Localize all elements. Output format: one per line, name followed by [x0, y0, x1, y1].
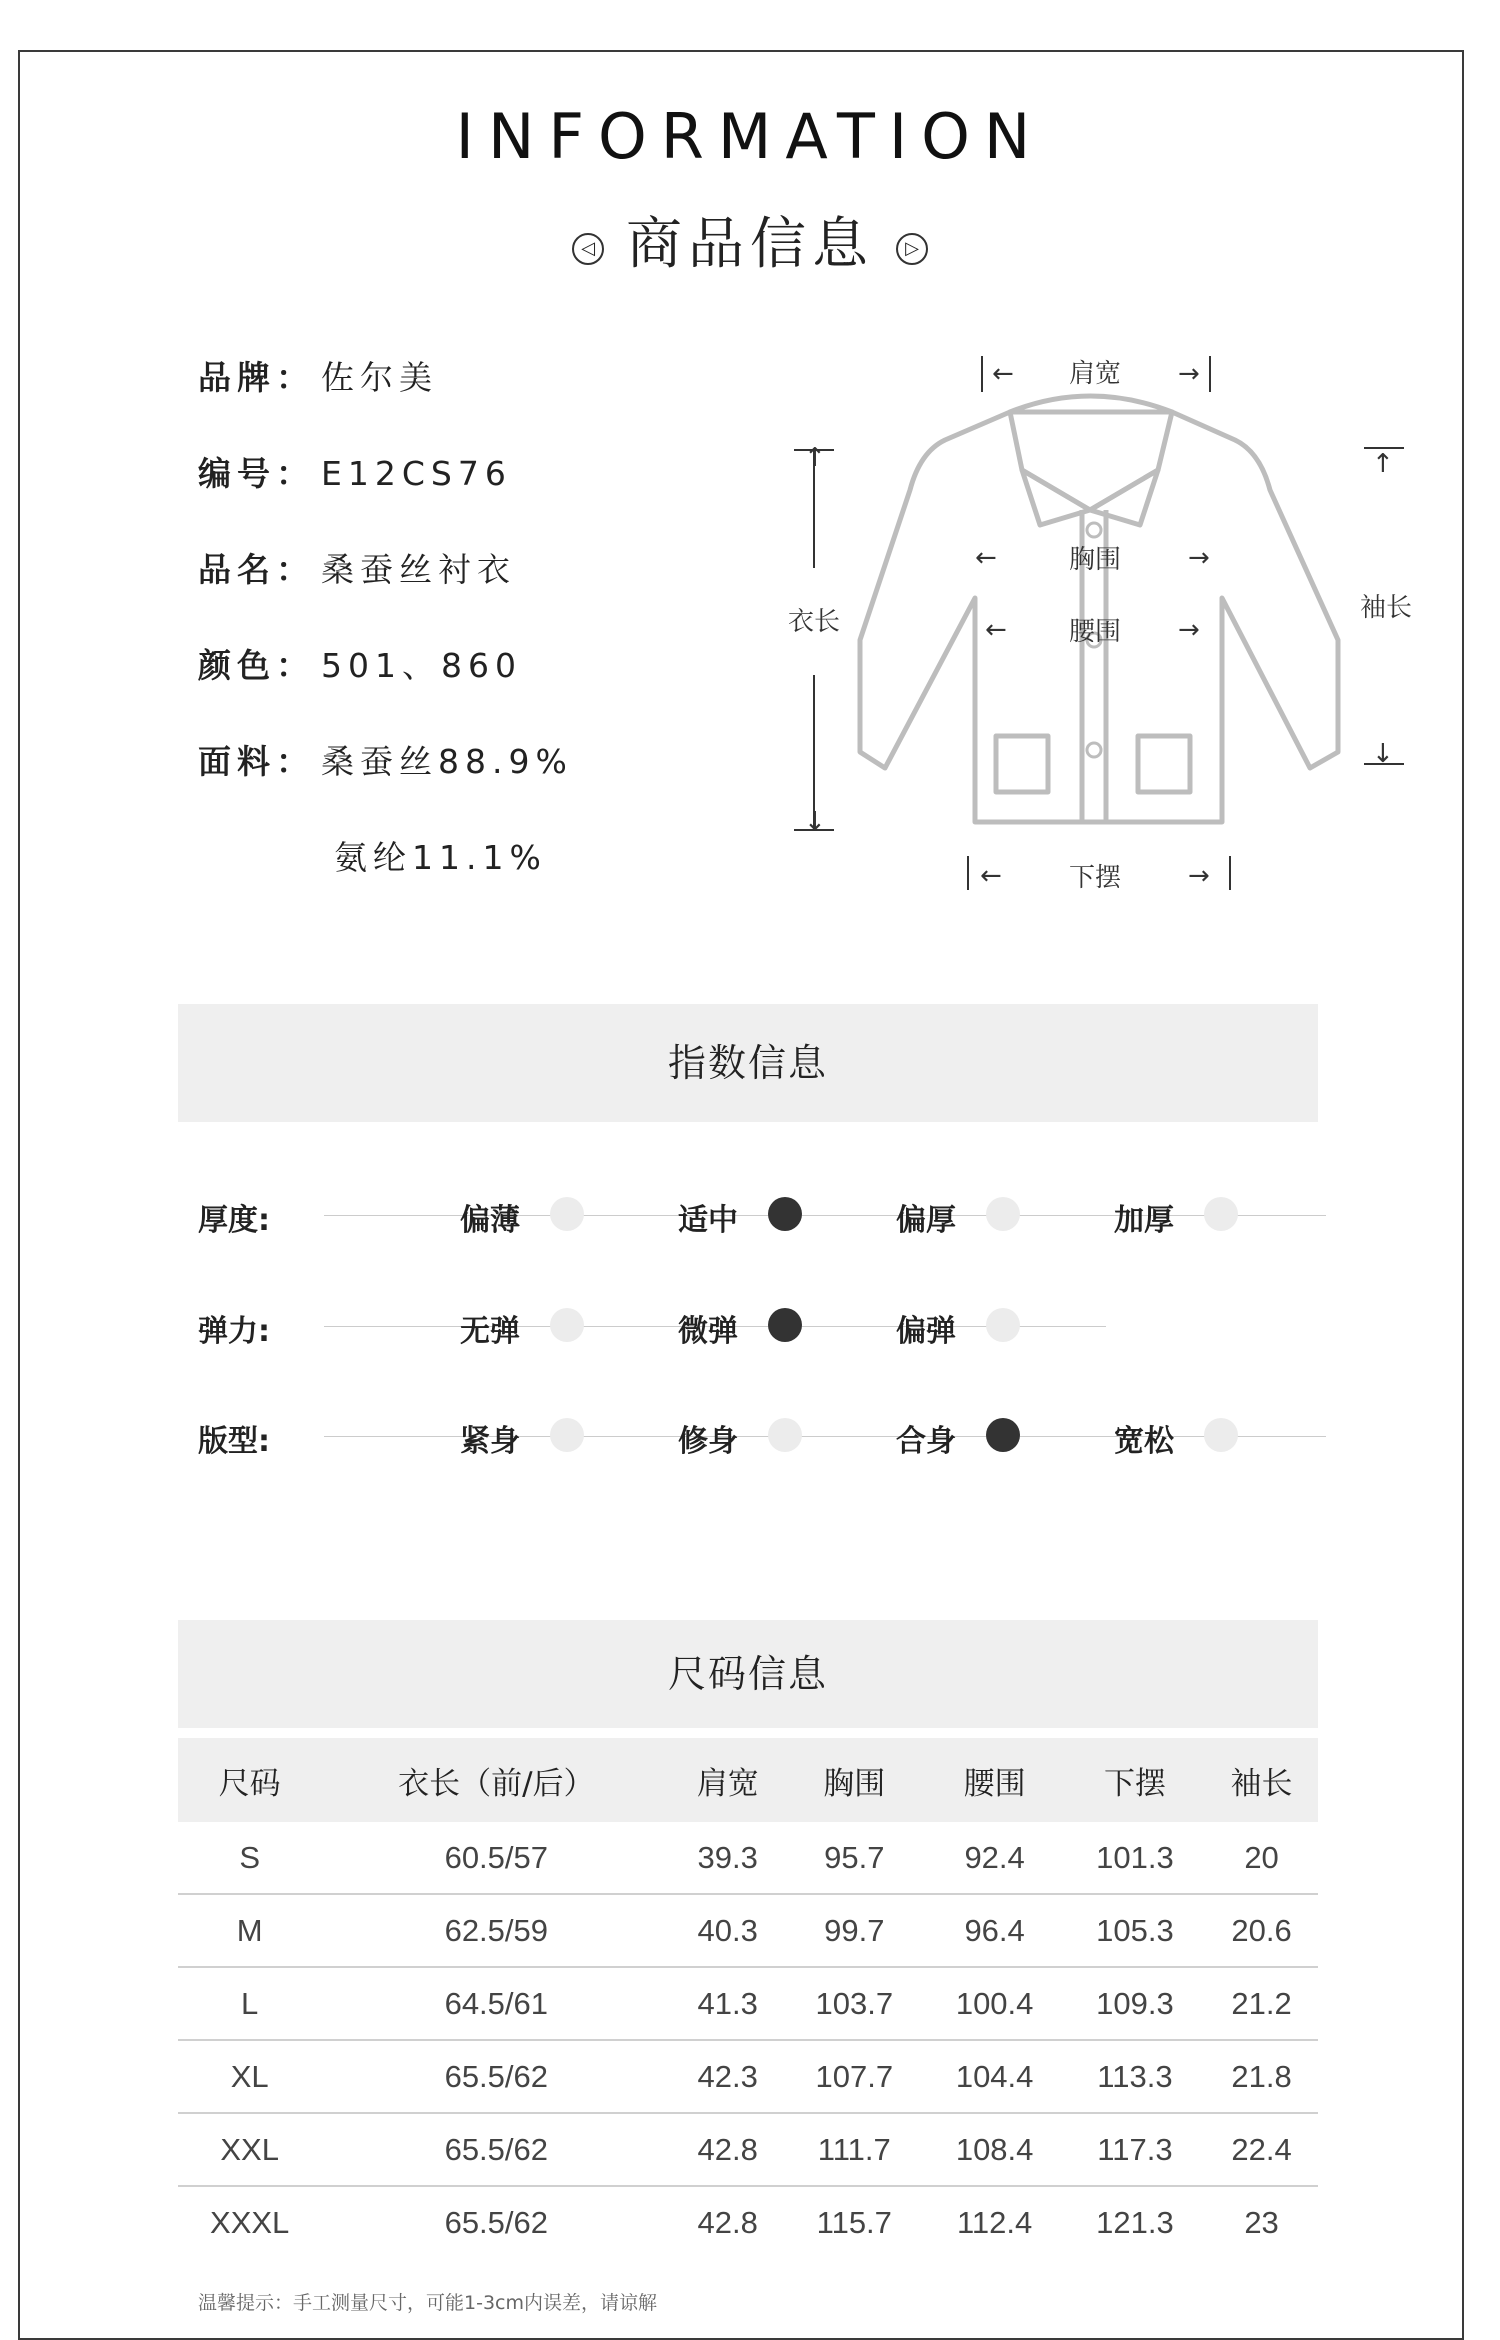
cell: 60.5/57 — [321, 1822, 671, 1894]
cell: 121.3 — [1096, 2204, 1174, 2240]
option-label: 紧身 — [460, 1424, 520, 1459]
option-dot — [550, 1197, 584, 1231]
info-fabric — [198, 736, 573, 783]
info-value: 桑蚕丝88.9% — [321, 742, 573, 781]
size-table-header — [178, 1738, 1318, 1822]
cell: 112.4 — [956, 2204, 1033, 2240]
cell: 100.4 — [924, 1967, 1064, 2040]
info-key: 编号： — [198, 454, 315, 493]
cell: 65.5/62 — [321, 2040, 671, 2113]
right-arrow-icon: ▷ — [896, 233, 928, 265]
option-dot — [768, 1418, 802, 1452]
option-dot — [986, 1197, 1020, 1231]
arrow-left-icon: ← — [985, 615, 1007, 645]
option-dot — [550, 1418, 584, 1452]
col-header: 胸围 — [784, 1738, 924, 1822]
option-label: 偏薄 — [460, 1203, 520, 1238]
option-dot — [1204, 1197, 1238, 1231]
info-key: 品名： — [198, 550, 315, 589]
table-row — [178, 1967, 1318, 2040]
cell: 21.8 — [1205, 2040, 1318, 2113]
info-value: E12CS76 — [321, 454, 512, 493]
option-label: 合身 — [896, 1424, 956, 1459]
cell: 20.6 — [1205, 1894, 1318, 1967]
table-row — [178, 2113, 1318, 2186]
cell: 96.4 — [924, 1894, 1064, 1967]
option-dot-selected — [768, 1197, 802, 1231]
cell: 22.4 — [1205, 2113, 1318, 2186]
shirt-diagram — [760, 340, 1420, 900]
cell: M — [178, 1894, 321, 1967]
option-dot — [986, 1308, 1020, 1342]
arrow-left-icon: ← — [975, 543, 997, 573]
cell: 95.7 — [784, 1822, 924, 1894]
info-value: 氨纶11.1% — [334, 838, 547, 877]
label-hem: 下摆 — [1068, 863, 1122, 893]
option-label: 偏厚 — [896, 1203, 956, 1238]
arrow-left-icon: ← — [980, 861, 1002, 891]
cell: 111.7 — [784, 2113, 924, 2186]
option-label: 加厚 — [1114, 1203, 1174, 1238]
col-header: 尺码 — [178, 1738, 321, 1822]
label-length: 衣长 — [787, 607, 841, 637]
cell: 105.3 — [1065, 1894, 1205, 1967]
option-dot-selected — [768, 1308, 802, 1342]
info-code — [198, 448, 512, 495]
cell: 107.7 — [784, 2040, 924, 2113]
table-row — [178, 1822, 1318, 1894]
cell: 109.3 — [1065, 1967, 1205, 2040]
button — [1087, 743, 1101, 757]
col-header: 衣长（前/后） — [321, 1738, 671, 1822]
cell: 23 — [1244, 2204, 1279, 2240]
cell: 115.7 — [816, 2204, 892, 2240]
table-row — [178, 1894, 1318, 1967]
label-sleeve: 袖长 — [1359, 593, 1413, 623]
info-value: 佐尔美 — [321, 358, 438, 397]
table-row — [178, 2186, 1318, 2258]
arrow-up-icon: ↑ — [804, 443, 826, 473]
row-label: 版型: — [198, 1424, 270, 1459]
cell: 42.3 — [671, 2040, 784, 2113]
option-label: 微弹 — [678, 1314, 738, 1349]
size-table — [178, 1738, 1318, 2258]
info-value: 501、860 — [321, 646, 522, 685]
index-row-fit — [198, 1416, 1328, 1459]
cell: XL — [178, 2040, 321, 2113]
title-chinese — [0, 200, 1500, 280]
info-fabric-2 — [328, 832, 547, 879]
cell: XXXL — [210, 2204, 290, 2240]
info-key: 颜色： — [198, 646, 315, 685]
cell: 65.5/62 — [444, 2204, 549, 2240]
size-section-title: 尺码信息 — [178, 1620, 1318, 1728]
cell: S — [178, 1822, 321, 1894]
arrow-up-icon: ↑ — [1372, 449, 1394, 479]
cell: 108.4 — [924, 2113, 1064, 2186]
cell: 42.8 — [697, 2204, 758, 2240]
info-value: 桑蚕丝衬衣 — [321, 550, 516, 589]
label-waist: 腰围 — [1068, 617, 1122, 647]
cell: XXL — [178, 2113, 321, 2186]
cell: 21.2 — [1205, 1967, 1318, 2040]
cell: L — [178, 1967, 321, 2040]
option-label: 宽松 — [1114, 1424, 1174, 1459]
arrow-down-icon: ↓ — [1372, 739, 1394, 769]
title-chinese-text: 商品信息 — [626, 212, 874, 277]
left-arrow-icon: ◁ — [572, 233, 604, 265]
cell: 41.3 — [671, 1967, 784, 2040]
button — [1087, 523, 1101, 537]
index-row-elasticity — [198, 1306, 1328, 1349]
arrow-down-icon: ↓ — [804, 807, 826, 837]
option-dot — [1204, 1418, 1238, 1452]
info-color — [198, 640, 522, 687]
arrow-right-icon: → — [1188, 543, 1210, 573]
cell: 101.3 — [1065, 1822, 1205, 1894]
cell: 104.4 — [924, 2040, 1064, 2113]
option-label: 偏弹 — [896, 1314, 956, 1349]
cell: 20 — [1205, 1822, 1318, 1894]
index-row-thickness — [198, 1195, 1328, 1238]
option-label: 适中 — [678, 1203, 738, 1238]
row-label: 弹力: — [198, 1314, 270, 1349]
cell: 42.8 — [671, 2113, 784, 2186]
cell: 40.3 — [671, 1894, 784, 1967]
cell: 103.7 — [784, 1967, 924, 2040]
cell: 117.3 — [1065, 2113, 1205, 2186]
info-name — [198, 544, 516, 591]
option-dot — [550, 1308, 584, 1342]
arrow-left-icon: ← — [992, 359, 1014, 389]
title-english: INFORMATION — [455, 100, 1045, 173]
measurement-note: 温馨提示：手工测量尺寸，可能1-3cm内误差，请谅解 — [198, 2292, 657, 2314]
arrow-right-icon: → — [1178, 615, 1200, 645]
cell: 99.7 — [784, 1894, 924, 1967]
cell: 65.5/62 — [321, 2113, 671, 2186]
pocket-left — [996, 736, 1048, 792]
arrow-right-icon: → — [1188, 861, 1210, 891]
arrow-right-icon: → — [1178, 359, 1200, 389]
info-key: 面料： — [198, 742, 315, 781]
cell: 92.4 — [924, 1822, 1064, 1894]
col-header: 袖长 — [1205, 1738, 1318, 1822]
label-chest: 胸围 — [1068, 545, 1122, 575]
row-label: 厚度: — [198, 1203, 270, 1238]
table-row — [178, 2040, 1318, 2113]
cell: 62.5/59 — [321, 1894, 671, 1967]
label-shoulder: 肩宽 — [1068, 359, 1122, 389]
pocket-right — [1138, 736, 1190, 792]
cell: 113.3 — [1065, 2040, 1205, 2113]
col-header: 腰围 — [924, 1738, 1064, 1822]
col-header: 肩宽 — [671, 1738, 784, 1822]
info-key: 品牌： — [198, 358, 315, 397]
index-section-title: 指数信息 — [178, 1004, 1318, 1122]
option-label: 无弹 — [460, 1314, 520, 1349]
cell: 39.3 — [671, 1822, 784, 1894]
option-dot-selected — [986, 1418, 1020, 1452]
cell: 64.5/61 — [321, 1967, 671, 2040]
option-label: 修身 — [678, 1424, 738, 1459]
info-brand — [198, 352, 438, 399]
col-header: 下摆 — [1065, 1738, 1205, 1822]
